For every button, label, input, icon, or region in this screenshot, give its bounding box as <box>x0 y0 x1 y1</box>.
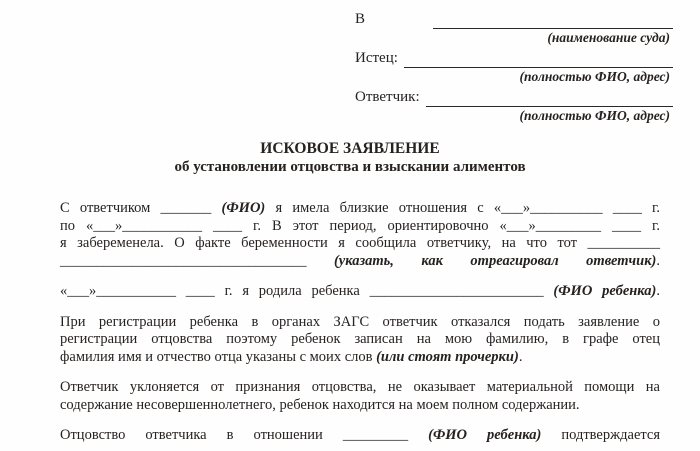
body-text: содержание несовершеннолетнего, ребенок находится на моем полном содержании. <box>60 396 580 413</box>
body-text: . <box>656 283 660 299</box>
title-main: ИСКОВОЕ ЗАЯВЛЕНИЕ <box>260 140 440 157</box>
court-hint: (наименование суда) <box>547 30 670 45</box>
plaintiff-blank-line <box>404 50 673 68</box>
defendant-blank-line <box>426 89 673 107</box>
body-line <box>60 253 660 271</box>
body-text: регистрации отцовства поэтому ребенок записан на мою фамилию, в графе отец <box>60 331 660 347</box>
body-line <box>60 379 660 397</box>
body-text: я имела близкие отношения с «___»__________ ____ г. <box>265 200 660 216</box>
plaintiff-label: Истец: <box>355 50 398 66</box>
title-subtitle: об установлении отцовства и взыскании алиментов <box>174 159 526 175</box>
paragraph-birth <box>60 283 660 301</box>
hint-dashes: (или стоят прочерки) <box>376 348 519 365</box>
body-text: Отцовство ответчика в отношении _________ <box>60 427 429 443</box>
body-text: по «___»___________ ____ г. В этот период, ориентировочно «___»_________ ____ г. <box>60 217 660 234</box>
plaintiff-row <box>355 49 673 68</box>
defendant-label: Ответчик: <box>355 89 420 105</box>
body-line <box>60 397 660 415</box>
body-line <box>60 427 660 445</box>
body-text: . <box>656 252 660 269</box>
paragraph-registration <box>60 314 660 367</box>
body-line <box>60 283 660 301</box>
paragraph-paternity-confirmation <box>60 427 660 445</box>
body-line <box>60 314 660 332</box>
body-text: . <box>518 348 523 365</box>
body-text: я забеременела. О факте беременности я сообщила ответчику, на что тот __________ <box>60 235 660 251</box>
court-label: В <box>355 11 366 27</box>
body-line <box>60 349 660 367</box>
paragraph-relationship <box>60 200 660 270</box>
body-line <box>60 331 660 349</box>
body-text: При регистрации ребенка в органах ЗАГС ответчик отказался подать заявление о <box>60 313 660 330</box>
defendant-row <box>355 88 673 107</box>
court-header-block <box>355 10 673 124</box>
hint-child-fio: (ФИО ребенка) <box>428 427 542 443</box>
body-text: «___»___________ ____ г. я родила ребенка ________________________ <box>60 283 554 299</box>
paragraph-evasion <box>60 379 660 414</box>
hint-reaction: (указать, как отреагировал ответчик) <box>333 252 657 269</box>
defendant-hint: (полностью ФИО, адрес) <box>519 108 670 123</box>
body-line <box>60 218 660 236</box>
plaintiff-hint: (полностью ФИО, адрес) <box>519 69 670 84</box>
body-text: фамилия имя и отчество отца указаны с моих слов <box>60 348 377 365</box>
body-text: С ответчиком _______ <box>60 200 222 216</box>
document-title <box>0 139 700 177</box>
hint-fio: (ФИО) <box>221 200 266 216</box>
blank-line-text: __________________________________ <box>60 252 334 269</box>
body-line <box>60 235 660 253</box>
court-row <box>355 10 673 29</box>
body-text: подтверждается <box>541 427 660 443</box>
hint-child-fio: (ФИО ребенка) <box>553 283 657 299</box>
body-text: Ответчик уклоняется от признания отцовства, не оказывает материальной помощи на <box>60 379 660 395</box>
court-blank-line <box>433 11 673 29</box>
body-line <box>60 200 660 218</box>
document-body <box>60 200 660 445</box>
